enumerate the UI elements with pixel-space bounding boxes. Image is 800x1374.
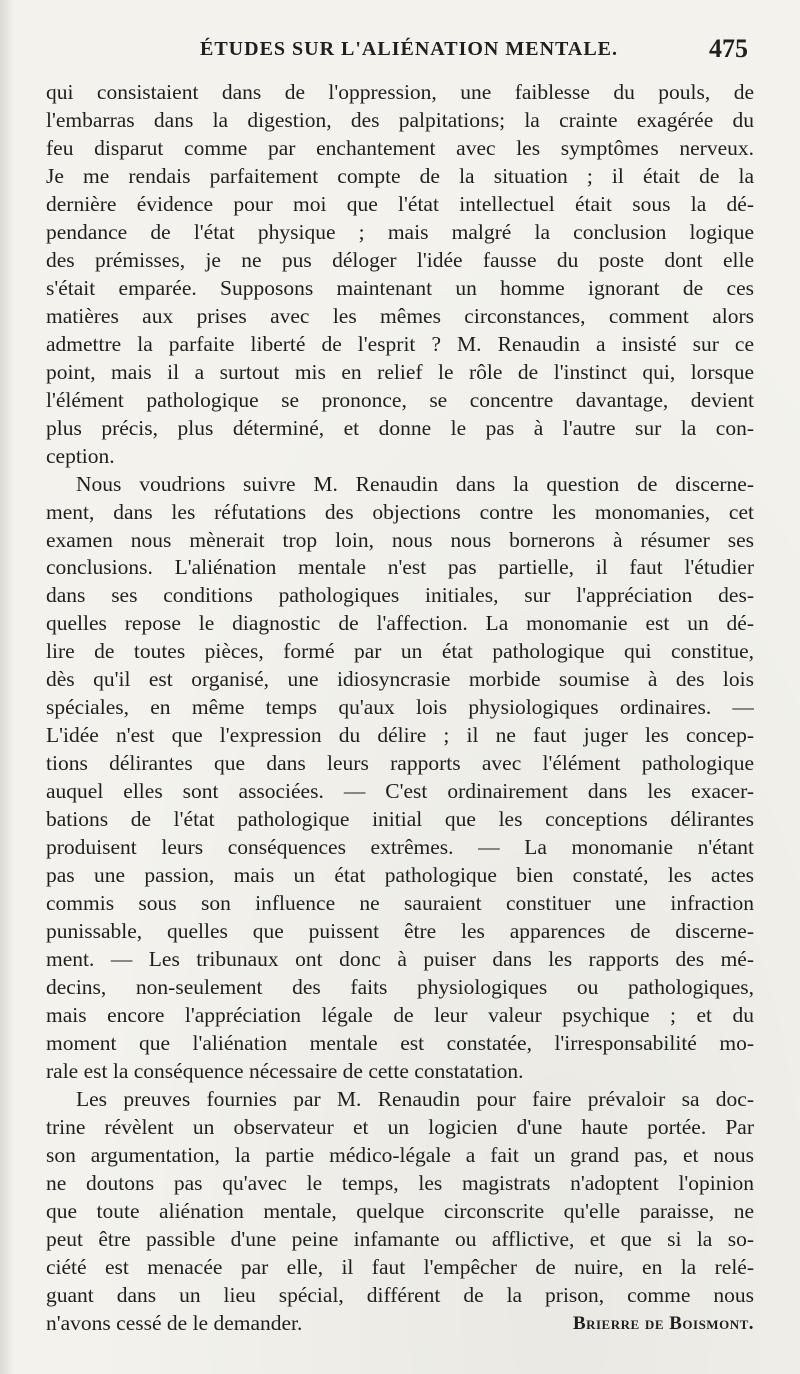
text-line-end: n'avons cessé de le demander. — [46, 1310, 303, 1335]
text-line: tions délirantes que dans leurs rapports avec l'élément pathologique — [46, 751, 754, 776]
text-line: ciété est menacée par elle, il faut l'empêcher de nuire, en la relé- — [46, 1254, 754, 1279]
text-line: punissable, quelles que puissent être les apparences de discerne- — [46, 919, 754, 944]
text-line: que toute aliénation mentale, quelque circonscrite qu'elle paraisse, ne — [46, 1198, 754, 1223]
page-header — [50, 36, 750, 70]
text-line: ne doutons pas qu'avec le temps, les magistrats n'adoptent l'opinion — [46, 1170, 754, 1195]
text-line: commis sous son influence ne sauraient constituer une infraction — [46, 891, 754, 916]
text-line: plus précis, plus déterminé, et donne le pas à l'autre sur la con- — [46, 415, 754, 440]
text-line: matières aux prises avec les mêmes circonstances, comment alors — [46, 303, 754, 328]
text-line: spéciales, en même temps qu'aux lois physiologiques ordinaires. — — [46, 695, 754, 720]
running-head: ÉTUDES SUR L'ALIÉNATION MENTALE. — [200, 38, 619, 60]
text-line: guant dans un lieu spécial, différent de la prison, comme nous — [46, 1282, 754, 1307]
text-line: l'embarras dans la digestion, des palpitations; la crainte exagérée du — [46, 107, 754, 132]
text-line: ception. — [46, 443, 115, 468]
text-line: decins, non-seulement des faits physiologiques ou pathologiques, — [46, 975, 754, 999]
text-line: pendance de l'état physique ; mais malgré la conclusion logique — [46, 219, 754, 244]
text-line: rale est la conséquence nécessaire de cette constatation. — [46, 1058, 524, 1083]
text-line: conclusions. L'aliénation mentale n'est pas partielle, il faut l'étudier — [46, 555, 754, 580]
text-line: admettre la parfaite liberté de l'esprit ? M. Renaudin a insisté sur ce — [46, 331, 754, 356]
text-line: auquel elles sont associées. — C'est ordinairement dans les exacer- — [46, 779, 754, 804]
text-line: s'était emparée. Supposons maintenant un homme ignorant de ces — [46, 275, 754, 300]
text-line-with-signature — [46, 1310, 754, 1338]
body-text — [46, 79, 754, 1338]
text-line: dès qu'il est organisé, une idiosyncrasie morbide soumise à des lois — [46, 667, 754, 692]
text-line: l'élément pathologique se prononce, se concentre davantage, devient — [46, 387, 754, 412]
text-line: Nous voudrions suivre M. Renaudin dans la question de discerne- — [76, 471, 754, 496]
text-line: point, mais il a surtout mis en relief le rôle de l'instinct qui, lorsque — [46, 359, 754, 384]
text-line: peut être passible d'une peine infamante ou afflictive, et que si la so- — [46, 1226, 754, 1251]
text-line: lire de toutes pièces, formé par un état pathologique qui constitue, — [46, 639, 754, 664]
text-line: trine révèlent un observateur et un logicien d'une haute portée. Par — [46, 1114, 754, 1139]
text-line: Les preuves fournies par M. Renaudin pour faire prévaloir sa doc- — [76, 1086, 754, 1111]
author-signature: Brierre de Boismont. — [572, 1312, 754, 1334]
text-line: dernière évidence pour moi que l'état intellectuel était sous la dé- — [46, 191, 754, 216]
text-line: Je me rendais parfaitement compte de la situation ; il était de la — [46, 163, 754, 188]
text-line: bations de l'état pathologique initial que les conceptions délirantes — [46, 807, 754, 832]
text-line: moment que l'aliénation mentale est constatée, l'irresponsabilité mo- — [46, 1030, 754, 1055]
text-line: dans ses conditions pathologiques initiales, sur l'appréciation des- — [46, 583, 754, 608]
text-line: qui consistaient dans de l'oppression, une faiblesse du pouls, de — [46, 80, 754, 104]
text-line: quelles repose le diagnostic de l'affection. La monomanie est un dé- — [46, 611, 754, 636]
page-number: 475 — [709, 34, 748, 63]
text-line: pas une passion, mais un état pathologique bien constaté, les actes — [46, 863, 754, 888]
text-line: examen nous mènerait trop loin, nous nous bornerons à résumer ses — [46, 527, 754, 552]
text-line: son argumentation, la partie médico-légale a fait un grand pas, et nous — [46, 1142, 754, 1167]
text-line: feu disparut comme par enchantement avec les symptômes nerveux. — [46, 135, 754, 160]
text-line: produisent leurs conséquences extrêmes. — La monomanie n'étant — [46, 835, 754, 860]
text-line: ment. — Les tribunaux ont donc à puiser dans les rapports des mé- — [46, 947, 754, 972]
text-line: ment, dans les réfutations des objections contre les monomanies, cet — [46, 499, 754, 524]
text-line: L'idée n'est que l'expression du délire ; il ne faut juger les concep- — [46, 723, 754, 748]
text-line: mais encore l'appréciation légale de leur valeur psychique ; et du — [46, 1002, 754, 1027]
text-line: des prémisses, je ne pus déloger l'idée fausse du poste dont elle — [46, 247, 754, 272]
